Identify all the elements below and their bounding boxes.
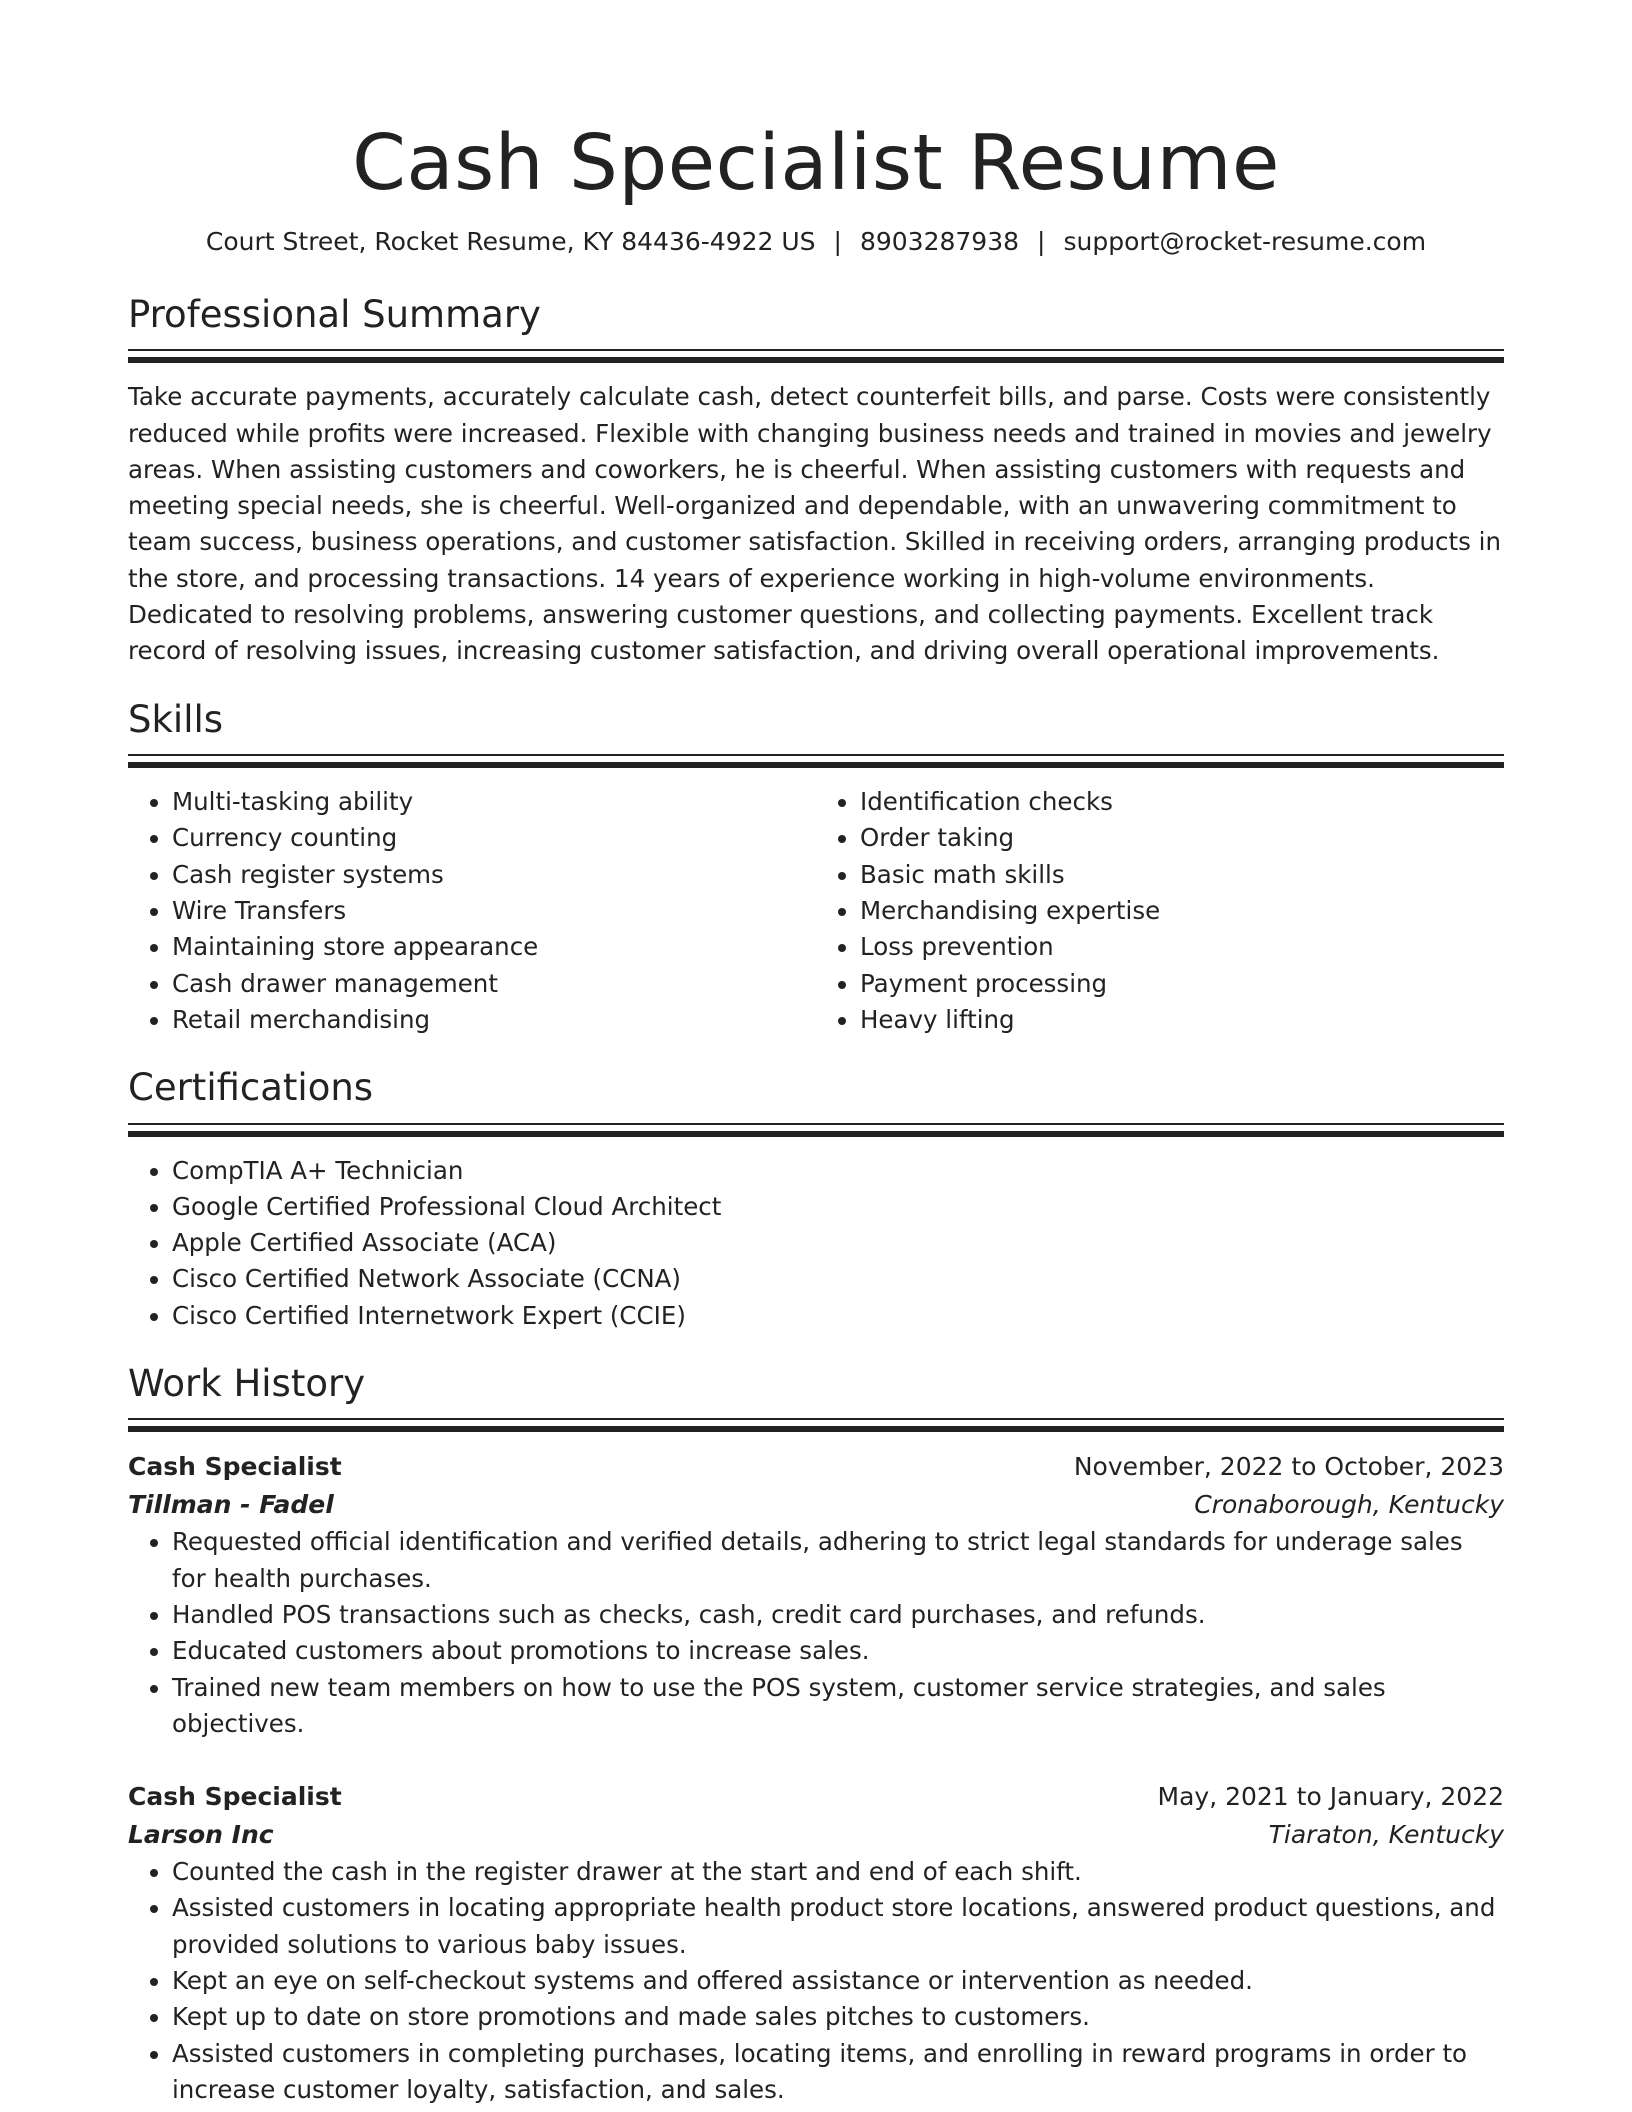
- job-location: Tiaraton, Kentucky: [1268, 1820, 1504, 1850]
- contact-email: support@rocket-resume.com: [1063, 227, 1427, 257]
- section-divider: [128, 1123, 1504, 1137]
- section-divider: [128, 1418, 1504, 1432]
- job-entry: [128, 1778, 1504, 2108]
- skill-item: • Wire Transfers: [172, 893, 816, 929]
- work-history-heading: Work History: [128, 1362, 366, 1405]
- job-company-row: [128, 1816, 1504, 1854]
- job-duty-item: • Kept up to date on store promotions and made sales pitches to customers.: [172, 1999, 1504, 2035]
- skill-item: • Cash drawer management: [172, 966, 816, 1002]
- certification-item: • Google Certified Professional Cloud Architect: [172, 1189, 1504, 1225]
- skills-list-right: [816, 784, 1504, 1038]
- skill-item: • Multi-tasking ability: [172, 784, 816, 820]
- job-company: Tillman - Fadel: [128, 1490, 334, 1520]
- skills-heading: Skills: [128, 697, 224, 741]
- certification-item: • Cisco Certified Network Associate (CCNA): [172, 1261, 1504, 1297]
- job-header-row: [128, 1448, 1504, 1486]
- job-title: Cash Specialist: [128, 1782, 342, 1812]
- job-duty-item: • Educated customers about promotions to increase sales.: [172, 1633, 1504, 1669]
- certifications-heading: Certifications: [128, 1066, 374, 1110]
- skill-item: • Order taking: [860, 820, 1504, 856]
- work-history-section: [128, 1362, 1504, 2108]
- skill-item: • Basic math skills: [860, 857, 1504, 893]
- summary-text: Take accurate payments, accurately calculate cash, detect counterfeit bills, and parse. Costs were consistently reduced while profits were increased. Flexible with changing business needs and trained in movies and jewelry areas. When assisting customers and coworkers, he is cheerful. When assisting customers with requests and meeting special needs, she is cheerful. Well-organized and dependable, with an unwavering commitment to team success, business operations, and customer satisfaction. Skilled in receiving orders, arranging products in the store, and processing transactions. 14 years of experience working in high-volume environments. Dedicated to resolving problems, answering customer questions, and collecting payments. Excellent track record of resolving issues, increasing customer satisfaction, and driving overall operational improvements.: [128, 382, 1502, 666]
- certification-item: • Apple Certified Associate (ACA): [172, 1225, 1504, 1261]
- section-divider: [128, 754, 1504, 768]
- skills-grid: [128, 784, 1504, 1038]
- job-duty-item: • Handled POS transactions such as checks, cash, credit card purchases, and refunds.: [172, 1597, 1504, 1633]
- job-dates: May, 2021 to January, 2022: [1157, 1782, 1504, 1812]
- skill-item: • Heavy lifting: [860, 1002, 1504, 1038]
- job-title: Cash Specialist: [128, 1452, 342, 1482]
- job-company: Larson Inc: [128, 1820, 274, 1850]
- skill-item: • Retail merchandising: [172, 1002, 816, 1038]
- skill-item: • Identification checks: [860, 784, 1504, 820]
- job-duty-item: • Assisted customers in locating appropriate health product store locations, answered product questions, and provided solutions to various baby issues.: [172, 1890, 1504, 1963]
- summary-section: [128, 293, 1504, 670]
- certifications-list: [128, 1153, 1504, 1334]
- certifications-section: [128, 1066, 1504, 1334]
- job-location: Cronaborough, Kentucky: [1194, 1490, 1504, 1520]
- section-divider: [128, 349, 1504, 363]
- skill-item: • Cash register systems: [172, 857, 816, 893]
- contact-separator: |: [1037, 227, 1046, 257]
- resume-title: Cash Specialist Resume: [352, 119, 1280, 208]
- job-header-row: [128, 1778, 1504, 1816]
- job-duty-item: • Trained new team members on how to use the POS system, customer service strategies, and sales objectives.: [172, 1670, 1504, 1743]
- contact-address: Court Street, Rocket Resume, KY 84436-4922 US: [205, 227, 816, 257]
- job-duty-item: • Requested official identification and verified details, adhering to strict legal standards for underage sales for health purchases.: [172, 1524, 1504, 1597]
- contact-line: [128, 226, 1504, 259]
- job-duties-list: [128, 1854, 1504, 2108]
- skill-item: • Maintaining store appearance: [172, 929, 816, 965]
- contact-separator: |: [833, 227, 842, 257]
- summary-heading: Professional Summary: [128, 292, 541, 336]
- job-duty-item: • Kept an eye on self-checkout systems and offered assistance or intervention as needed.: [172, 1963, 1504, 1999]
- job-duty-item: • Assisted customers in completing purchases, locating items, and enrolling in reward programs in order to increase customer loyalty, satisfaction, and sales.: [172, 2036, 1504, 2109]
- certification-item: • CompTIA A+ Technician: [172, 1153, 1504, 1189]
- skill-item: • Merchandising expertise: [860, 893, 1504, 929]
- skill-item: • Payment processing: [860, 966, 1504, 1002]
- job-duty-item: • Counted the cash in the register drawer at the start and end of each shift.: [172, 1854, 1504, 1890]
- job-duties-list: [128, 1524, 1504, 1742]
- job-dates: November, 2022 to October, 2023: [1073, 1452, 1504, 1482]
- job-company-row: [128, 1486, 1504, 1524]
- skills-section: [128, 698, 1504, 1038]
- skill-item: • Loss prevention: [860, 929, 1504, 965]
- skills-list-left: [128, 784, 816, 1038]
- certification-item: • Cisco Certified Internetwork Expert (CCIE): [172, 1298, 1504, 1334]
- job-entry: [128, 1448, 1504, 1742]
- contact-phone: 8903287938: [859, 227, 1020, 257]
- skill-item: • Currency counting: [172, 820, 816, 856]
